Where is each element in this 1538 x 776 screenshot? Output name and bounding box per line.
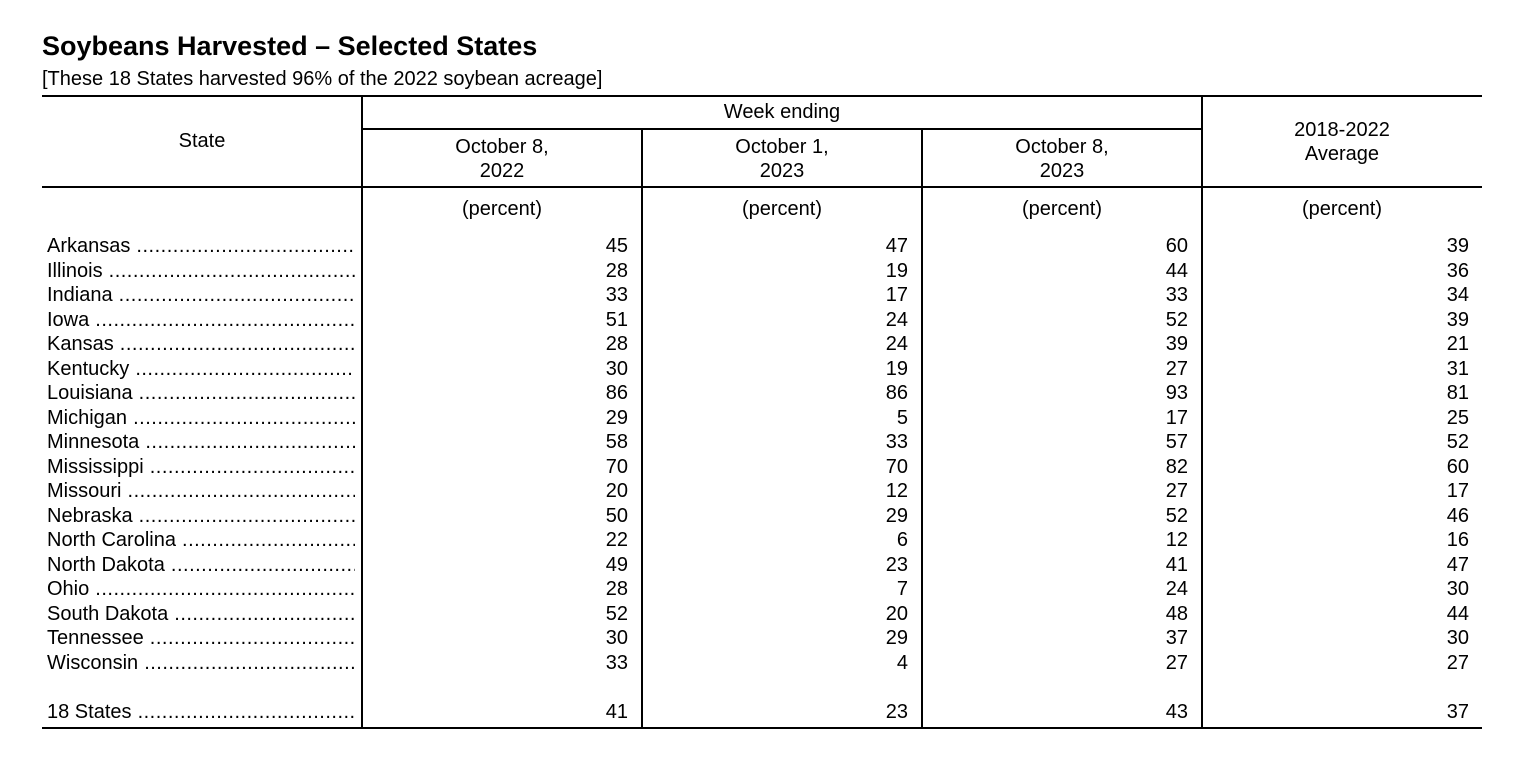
percent-value: 44 xyxy=(1446,602,1469,625)
percent-value: 57 xyxy=(1165,431,1188,453)
header-bottom-rule xyxy=(42,186,1482,188)
state-column-header: State xyxy=(178,130,226,152)
percent-value: 30 xyxy=(1446,578,1469,600)
percent-value: 52 xyxy=(1165,504,1188,527)
column-header-line: October 1, xyxy=(735,136,829,158)
table-row xyxy=(42,381,1482,406)
percent-value: 45 xyxy=(605,235,628,257)
percent-value: 20 xyxy=(605,480,628,502)
unit-label: (percent) xyxy=(741,198,823,220)
state-name: North Dakota ..... xyxy=(47,553,355,577)
percent-value: 30 xyxy=(1446,627,1469,649)
percent-value: 50 xyxy=(605,504,628,527)
table-row xyxy=(42,553,1482,578)
state-name: South Dakota ..... xyxy=(47,602,355,626)
percent-value: 48 xyxy=(1165,602,1188,625)
percent-value: 22 xyxy=(605,529,628,551)
state-name: Arkansas ..... xyxy=(47,234,355,258)
table-row xyxy=(42,651,1482,676)
state-name: Tennessee ..... xyxy=(47,626,355,650)
percent-value: 86 xyxy=(605,382,628,404)
table-row xyxy=(42,406,1482,431)
table-title: Soybeans Harvested – Selected States xyxy=(42,31,538,61)
percent-value: 28 xyxy=(605,578,628,600)
table-row xyxy=(42,528,1482,553)
percent-value: 46 xyxy=(1446,504,1469,527)
column-header-line: 2018-2022 xyxy=(1294,119,1390,141)
bottom-rule xyxy=(42,727,1482,729)
state-name: Mississippi ..... xyxy=(47,455,355,479)
table-row xyxy=(42,259,1482,284)
percent-value: 17 xyxy=(885,284,908,306)
table-row xyxy=(42,308,1482,333)
percent-value: 82 xyxy=(1165,455,1188,478)
percent-value: 49 xyxy=(605,553,628,576)
percent-value: 16 xyxy=(1446,529,1469,551)
percent-value: 34 xyxy=(1446,284,1469,306)
table-subtitle: [These 18 States harvested 96% of the 2022 soybean acreage] xyxy=(42,68,603,90)
top-rule xyxy=(42,95,1482,97)
percent-value: 24 xyxy=(1165,578,1188,600)
state-name: Nebraska ..... xyxy=(47,504,355,528)
state-name: Kansas ..... xyxy=(47,332,355,356)
percent-value: 25 xyxy=(1446,406,1469,429)
percent-value: 36 xyxy=(1446,259,1469,282)
state-name: Minnesota ..... xyxy=(47,430,355,454)
percent-value: 41 xyxy=(605,701,628,723)
column-header-oct8-2023 xyxy=(922,135,1202,183)
percent-value: 28 xyxy=(605,259,628,282)
percent-value: 52 xyxy=(1165,308,1188,331)
percent-value: 17 xyxy=(1165,406,1188,429)
table-row xyxy=(42,357,1482,382)
state-name: Illinois ..... xyxy=(47,259,355,283)
percent-value: 47 xyxy=(1446,553,1469,576)
percent-value: 39 xyxy=(1446,308,1469,331)
percent-value: 33 xyxy=(605,651,628,674)
percent-value: 70 xyxy=(605,455,628,478)
percent-value: 39 xyxy=(1446,235,1469,257)
percent-value: 7 xyxy=(896,578,908,600)
percent-value: 27 xyxy=(1165,480,1188,502)
table-row xyxy=(42,430,1482,455)
percent-value: 58 xyxy=(605,431,628,453)
percent-value: 4 xyxy=(896,651,908,674)
percent-value: 41 xyxy=(1165,553,1188,576)
table-row xyxy=(42,283,1482,308)
percent-value: 37 xyxy=(1165,627,1188,649)
percent-value: 29 xyxy=(885,504,908,527)
percent-value: 19 xyxy=(885,357,908,380)
week-ending-header: Week ending xyxy=(723,101,841,123)
percent-value: 86 xyxy=(885,382,908,404)
percent-value: 27 xyxy=(1165,651,1188,674)
percent-value: 52 xyxy=(1446,431,1469,453)
table-row xyxy=(42,479,1482,504)
state-name: Louisiana ..... xyxy=(47,381,355,405)
column-header-oct1-2023 xyxy=(642,135,922,183)
percent-value: 12 xyxy=(1165,529,1188,551)
percent-value: 30 xyxy=(605,627,628,649)
state-name: North Carolina ..... xyxy=(47,528,355,552)
percent-value: 43 xyxy=(1165,701,1188,723)
percent-value: 33 xyxy=(885,431,908,453)
percent-value: 29 xyxy=(885,627,908,649)
table-row xyxy=(42,504,1482,529)
percent-value: 24 xyxy=(885,333,908,355)
column-header-average xyxy=(1202,118,1482,166)
state-name: Michigan ..... xyxy=(47,406,355,430)
table-row xyxy=(42,626,1482,651)
state-name: 18 States ..... xyxy=(47,700,355,724)
state-name: Indiana ..... xyxy=(47,283,355,307)
percent-value: 93 xyxy=(1165,382,1188,404)
percent-value: 5 xyxy=(896,406,908,429)
table-row xyxy=(42,234,1482,259)
percent-value: 23 xyxy=(885,701,908,723)
percent-value: 33 xyxy=(605,284,628,306)
column-header-line: 2023 xyxy=(1039,160,1085,182)
unit-label: (percent) xyxy=(461,198,543,220)
percent-value: 21 xyxy=(1446,333,1469,355)
percent-value: 29 xyxy=(605,406,628,429)
percent-value: 12 xyxy=(885,480,908,502)
state-name: Kentucky ..... xyxy=(47,357,355,381)
total-row xyxy=(42,700,1482,725)
percent-value: 33 xyxy=(1165,284,1188,306)
percent-value: 17 xyxy=(1446,480,1469,502)
column-header-line: Average xyxy=(1304,143,1380,165)
percent-value: 37 xyxy=(1446,701,1469,723)
table-row xyxy=(42,602,1482,627)
state-name: Missouri ..... xyxy=(47,479,355,503)
column-header-oct8-2022 xyxy=(362,135,642,183)
percent-value: 51 xyxy=(605,308,628,331)
percent-value: 30 xyxy=(605,357,628,380)
percent-value: 81 xyxy=(1446,382,1469,404)
state-name: Iowa ..... xyxy=(47,308,355,332)
unit-label: (percent) xyxy=(1021,198,1103,220)
week-ending-rule xyxy=(362,128,1202,130)
percent-value: 19 xyxy=(885,259,908,282)
percent-value: 70 xyxy=(885,455,908,478)
percent-value: 6 xyxy=(896,529,908,551)
percent-value: 24 xyxy=(885,308,908,331)
table-row xyxy=(42,577,1482,602)
percent-value: 27 xyxy=(1165,357,1188,380)
percent-value: 39 xyxy=(1165,333,1188,355)
column-header-line: 2022 xyxy=(479,160,525,182)
percent-value: 28 xyxy=(605,333,628,355)
percent-value: 60 xyxy=(1165,235,1188,257)
percent-value: 31 xyxy=(1446,357,1469,380)
percent-value: 60 xyxy=(1446,455,1469,478)
state-name: Wisconsin ..... xyxy=(47,651,355,675)
percent-value: 52 xyxy=(605,602,628,625)
percent-value: 44 xyxy=(1165,259,1188,282)
table-row xyxy=(42,455,1482,480)
percent-value: 27 xyxy=(1446,651,1469,674)
percent-value: 23 xyxy=(885,553,908,576)
percent-value: 20 xyxy=(885,602,908,625)
table-row xyxy=(42,332,1482,357)
state-name: Ohio ..... xyxy=(47,577,355,601)
unit-label: (percent) xyxy=(1301,198,1383,220)
percent-value: 47 xyxy=(885,235,908,257)
column-header-line: 2023 xyxy=(759,160,805,182)
column-header-line: October 8, xyxy=(455,136,549,158)
column-header-line: October 8, xyxy=(1015,136,1109,158)
